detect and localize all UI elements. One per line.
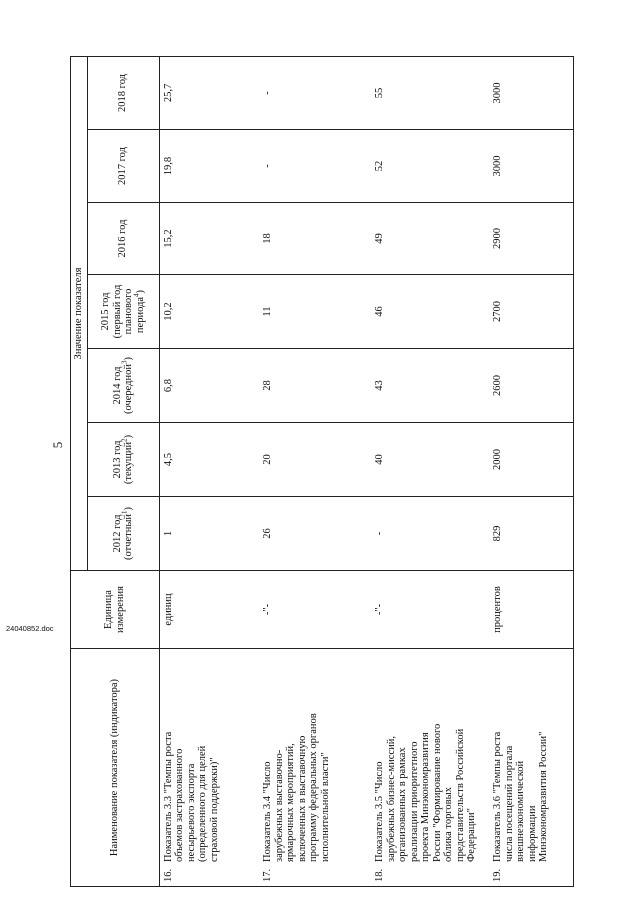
indicator-name-cell — [489, 649, 573, 887]
unit-cell: единиц — [159, 571, 259, 649]
header-year — [87, 423, 159, 497]
footnote-mark: 1 — [120, 510, 129, 514]
value-cell: 40 — [371, 423, 489, 497]
value-cell: 46 — [371, 275, 489, 349]
header-year-text: 2014 год (очередной — [111, 363, 134, 415]
value-cell: 43 — [371, 349, 489, 423]
value-cell: 1 — [159, 497, 259, 571]
indicator-name: Показатель 3.4 "Число зарубежных выставочно-ярмарочных мероприятий, включенных в выставочную программу федеральных органов исполнительной власти" — [262, 713, 331, 862]
value-cell: 829 — [489, 497, 573, 571]
value-cell: 11 — [259, 275, 371, 349]
header-year — [87, 275, 159, 349]
value-cell: 2600 — [489, 349, 573, 423]
unit-cell: процентов — [489, 571, 573, 649]
header-year-text: 2015 год (первый год планового периода — [100, 284, 146, 339]
indicator-name: Показатель 3.5 "Число зарубежных бизнес-миссий, организованных в рамках реализации приоритетного проекта Минэкономразвития России "Формирование нового облика торговых представительств Российской Федерации" — [374, 723, 477, 862]
value-cell: - — [259, 56, 371, 129]
row-number: 18. — [374, 868, 385, 882]
file-name: 24040852.doc — [6, 624, 54, 633]
value-cell: 15,2 — [159, 203, 259, 275]
value-cell: 2000 — [489, 423, 573, 497]
value-cell: 55 — [371, 56, 489, 129]
indicator-name: Показатель 3.6 "Темпы роста числа посещений портала внешнеэкономической информации Минэкономразвития России" — [492, 731, 549, 862]
value-cell: 10,2 — [159, 275, 259, 349]
value-cell: 25,7 — [159, 56, 259, 129]
header-year — [87, 497, 159, 571]
value-cell: - — [371, 497, 489, 571]
row-number: 16. — [162, 868, 174, 882]
header-group: Значение показателя — [71, 56, 88, 570]
table-row — [371, 56, 489, 886]
value-cell: 18 — [259, 203, 371, 275]
header-year — [87, 203, 159, 275]
footnote-mark: 4 — [132, 293, 140, 297]
value-cell: 28 — [259, 349, 371, 423]
header-year-end: ) — [134, 289, 146, 294]
unit-cell: -"- — [259, 571, 371, 649]
table-row — [159, 56, 259, 886]
value-cell: 26 — [259, 497, 371, 571]
footnote-mark: 3 — [120, 360, 129, 364]
value-cell: 4,5 — [159, 423, 259, 497]
header-year-end: ) — [123, 356, 134, 361]
header-unit: Единица измерения — [71, 571, 160, 649]
footnote-mark: 2 — [120, 438, 129, 442]
value-cell: 20 — [259, 423, 371, 497]
value-cell: 19,8 — [159, 130, 259, 203]
indicator-name-cell — [259, 649, 371, 887]
indicator-table — [70, 56, 574, 887]
indicator-name-cell — [371, 649, 489, 887]
header-year — [87, 56, 159, 129]
header-year-text: 2018 год — [117, 74, 129, 112]
indicator-name-cell — [159, 649, 259, 887]
row-number: 19. — [492, 868, 503, 882]
value-cell: 3000 — [489, 130, 573, 203]
table-row — [489, 56, 573, 886]
value-cell: 49 — [371, 203, 489, 275]
header-name: Наименование показателя (индикатора) — [71, 649, 160, 887]
value-cell: 6,8 — [159, 349, 259, 423]
header-year-text: 2017 год — [117, 147, 129, 185]
value-cell: 2700 — [489, 275, 573, 349]
header-year-text: 2013 год (текущий — [111, 440, 134, 485]
unit-cell: -"- — [371, 571, 489, 649]
header-year-end: ) — [123, 506, 134, 511]
header-year-text: 2016 год — [117, 219, 129, 258]
header-year-end: ) — [123, 434, 134, 439]
table-body — [159, 56, 573, 886]
value-cell: 3000 — [489, 56, 573, 129]
table-row — [259, 56, 371, 886]
row-number: 17. — [262, 868, 273, 882]
page-number: 5 — [50, 441, 65, 449]
value-cell: - — [259, 130, 371, 203]
header-year-text: 2012 год (отчетный — [111, 513, 134, 561]
header-year — [87, 349, 159, 423]
value-cell: 52 — [371, 130, 489, 203]
value-cell: 2900 — [489, 203, 573, 275]
header-year — [87, 130, 159, 203]
indicator-name: Показатель 3.3 "Темпы роста объемов застрахованного несырьевого экспорта (определенного для целей страховой поддержки)" — [162, 731, 220, 862]
